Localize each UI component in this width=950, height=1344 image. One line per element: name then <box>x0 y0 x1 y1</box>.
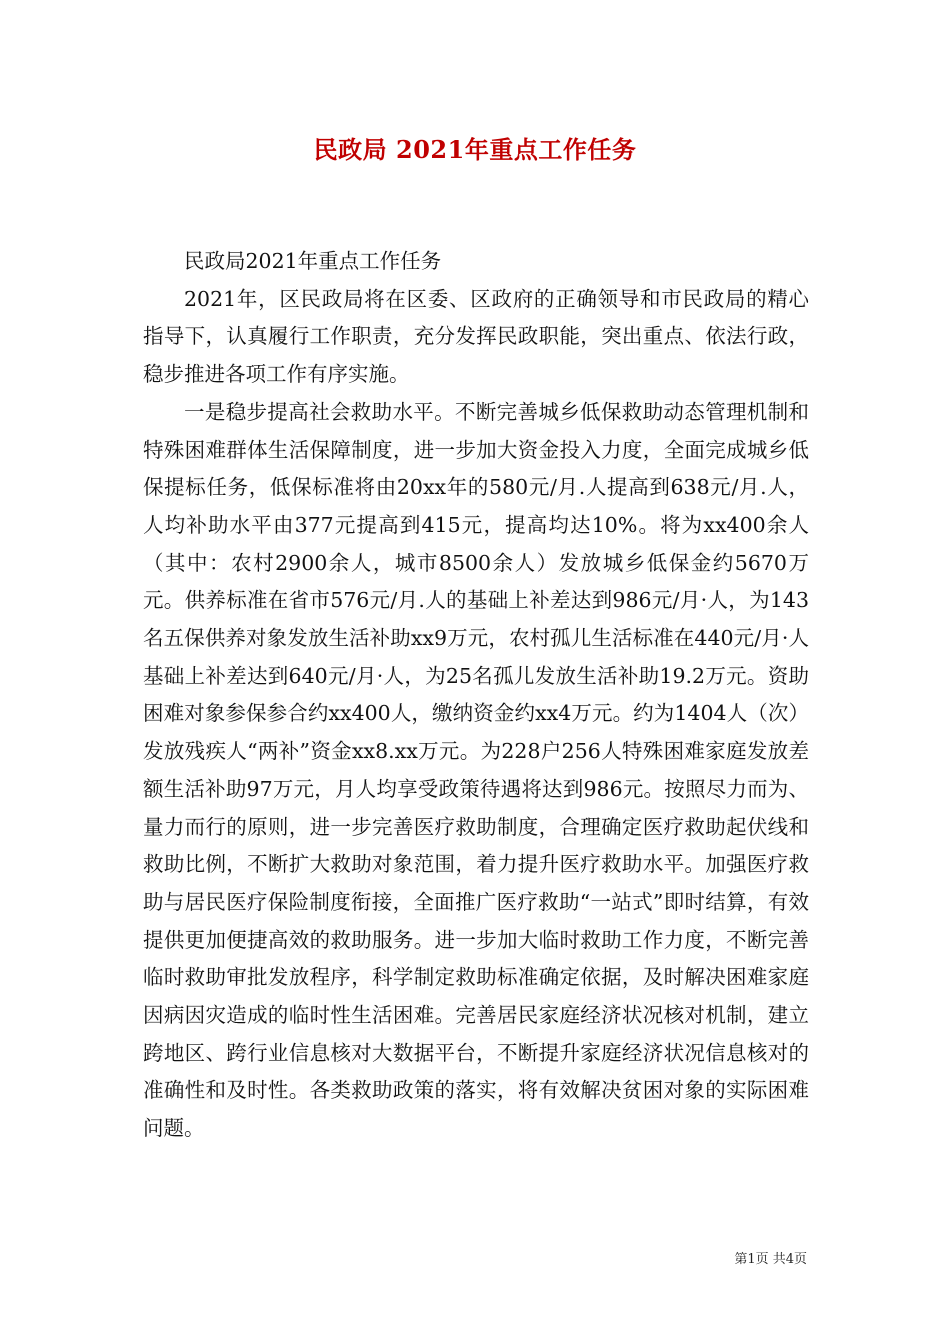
paragraph-intro: 2021年，区民政局将在区委、区政府的正确领导和市民政局的精心指导下，认真履行工作职责，充分发挥民政职能，突出重点、依法行政，稳步推进各项工作有序实施。 <box>143 286 809 387</box>
paragraph-subtitle: 民政局2021年重点工作任务 <box>184 249 442 273</box>
document-body <box>143 243 809 1148</box>
page-number: 第1页 共4页 <box>734 1252 807 1267</box>
document-title: 民政局 2021年重点工作任务 <box>313 135 637 164</box>
paragraph-social-assistance: 一是稳步提高社会救助水平。不断完善城乡低保救助动态管理机制和特殊困难群体生活保障制度，进一步加大资金投入力度，全面完成城乡低保提标任务，低保标准将由20xx年的580元/月.人提高到638元/月.人，人均补助水平由377元提高到415元，提高均达10%。将为xx400余人（其中：农村2900余人，城市8500余人）发放城乡低保金约5670万元。供养标准在省市576元/月.人的基础上补差达到986元/月·人，为143名五保供养对象发放生活补助xx9万元，农村孤儿生活标准在440元/月·人基础上补差达到640元/月·人，为25名孤儿发放生活补助19.2万元。资助困难对象参保参合约xx400人，缴纳资金约xx4万元。约为1404人（次）发放残疾人“两补”资金xx8.xx万元。为228户256人特殊困难家庭发放差额生活补助97万元，月人均享受政策待遇将达到986元。按照尽力而为、量力而行的原则，进一步完善医疗救助制度，合理确定医疗救助起伏线和救助比例，不断扩大救助对象范围，着力提升医疗救助水平。加强医疗救助与居民医疗保险制度衔接，全面推广医疗救助“一站式”即时结算，有效提供更加便捷高效的救助服务。进一步加大临时救助工作力度，不断完善临时救助审批发放程序，科学制定救助标准确定依据，及时解决困难家庭因病因灾造成的临时性生活困难。完善居民家庭经济状况核对机制，建立跨地区、跨行业信息核对大数据平台，不断提升家庭经济状况信息核对的准确性和及时性。各类救助政策的落实，将有效解决贫困对象的实际困难问题。 <box>143 399 809 1141</box>
